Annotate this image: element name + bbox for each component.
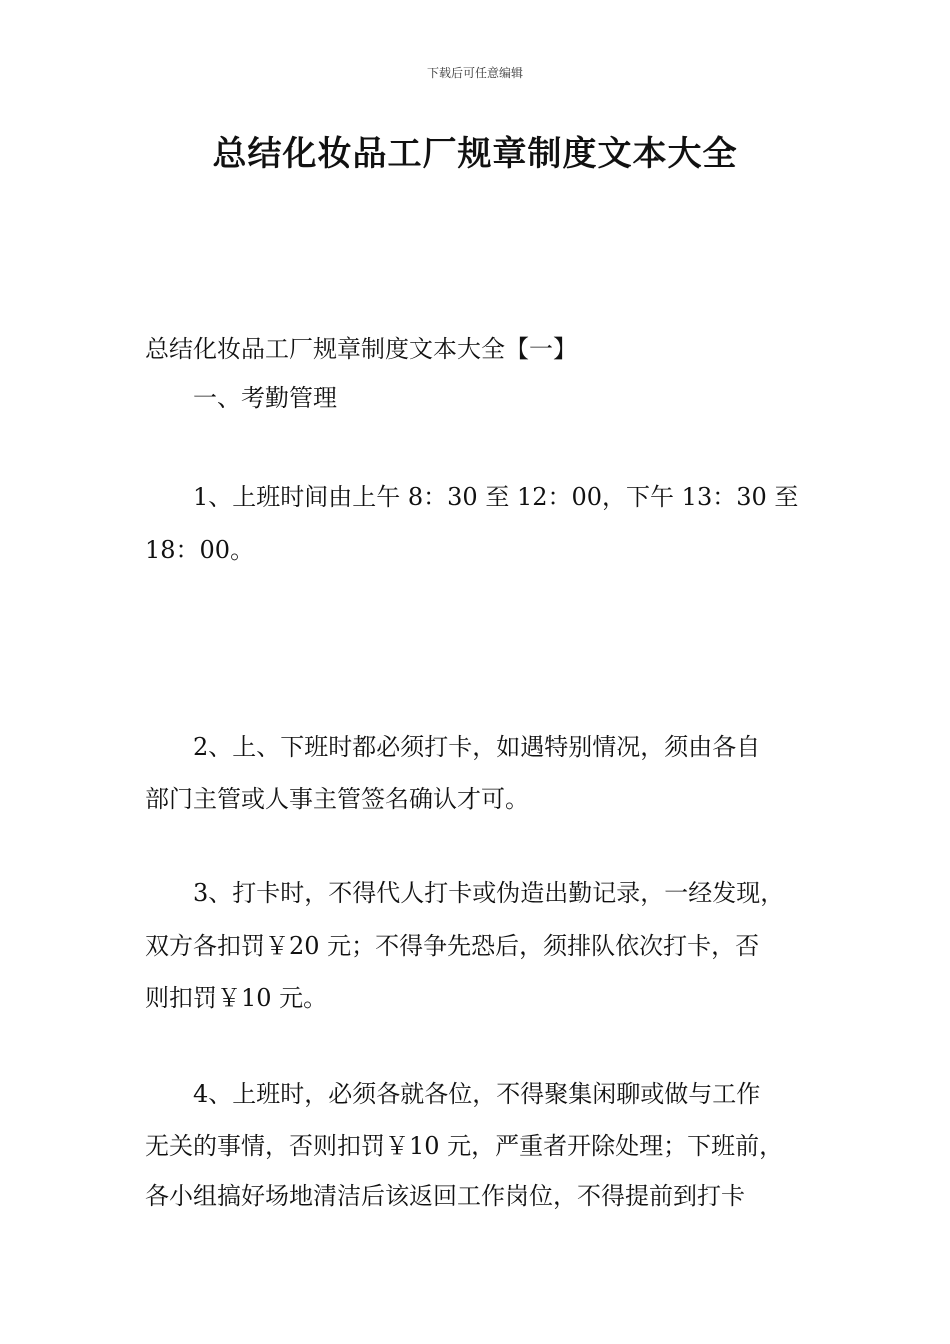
paragraph-line: 4、上班时，必须各就各位，不得聚集闲聊或做与工作 — [193, 1080, 761, 1108]
paragraph-line: 双方各扣罚￥20 元；不得争先恐后，须排队依次打卡，否 — [145, 932, 760, 960]
subheading: 一、考勤管理 — [193, 384, 337, 412]
paragraph-line: 1、上班时间由上午 8：30 至 12：00，下午 13：30 至 — [193, 483, 799, 511]
paragraph-line: 各小组搞好场地清洁后该返回工作岗位，不得提前到打卡 — [145, 1182, 745, 1210]
section-heading: 总结化妆品工厂规章制度文本大全【一】 — [145, 335, 577, 363]
header-note: 下载后可任意编辑 — [426, 66, 523, 80]
paragraph-line: 则扣罚￥10 元。 — [145, 984, 328, 1012]
paragraph-line: 18：00。 — [145, 536, 255, 564]
paragraph-line: 3、打卡时，不得代人打卡或伪造出勤记录，一经发现， — [193, 879, 785, 907]
paragraph-line: 2、上、下班时都必须打卡，如遇特别情况，须由各自 — [193, 733, 761, 761]
paragraph-line: 部门主管或人事主管签名确认才可。 — [145, 785, 529, 813]
document-title: 总结化妆品工厂规章制度文本大全 — [212, 134, 738, 174]
paragraph-line: 无关的事情，否则扣罚￥10 元，严重者开除处理；下班前， — [145, 1132, 784, 1160]
